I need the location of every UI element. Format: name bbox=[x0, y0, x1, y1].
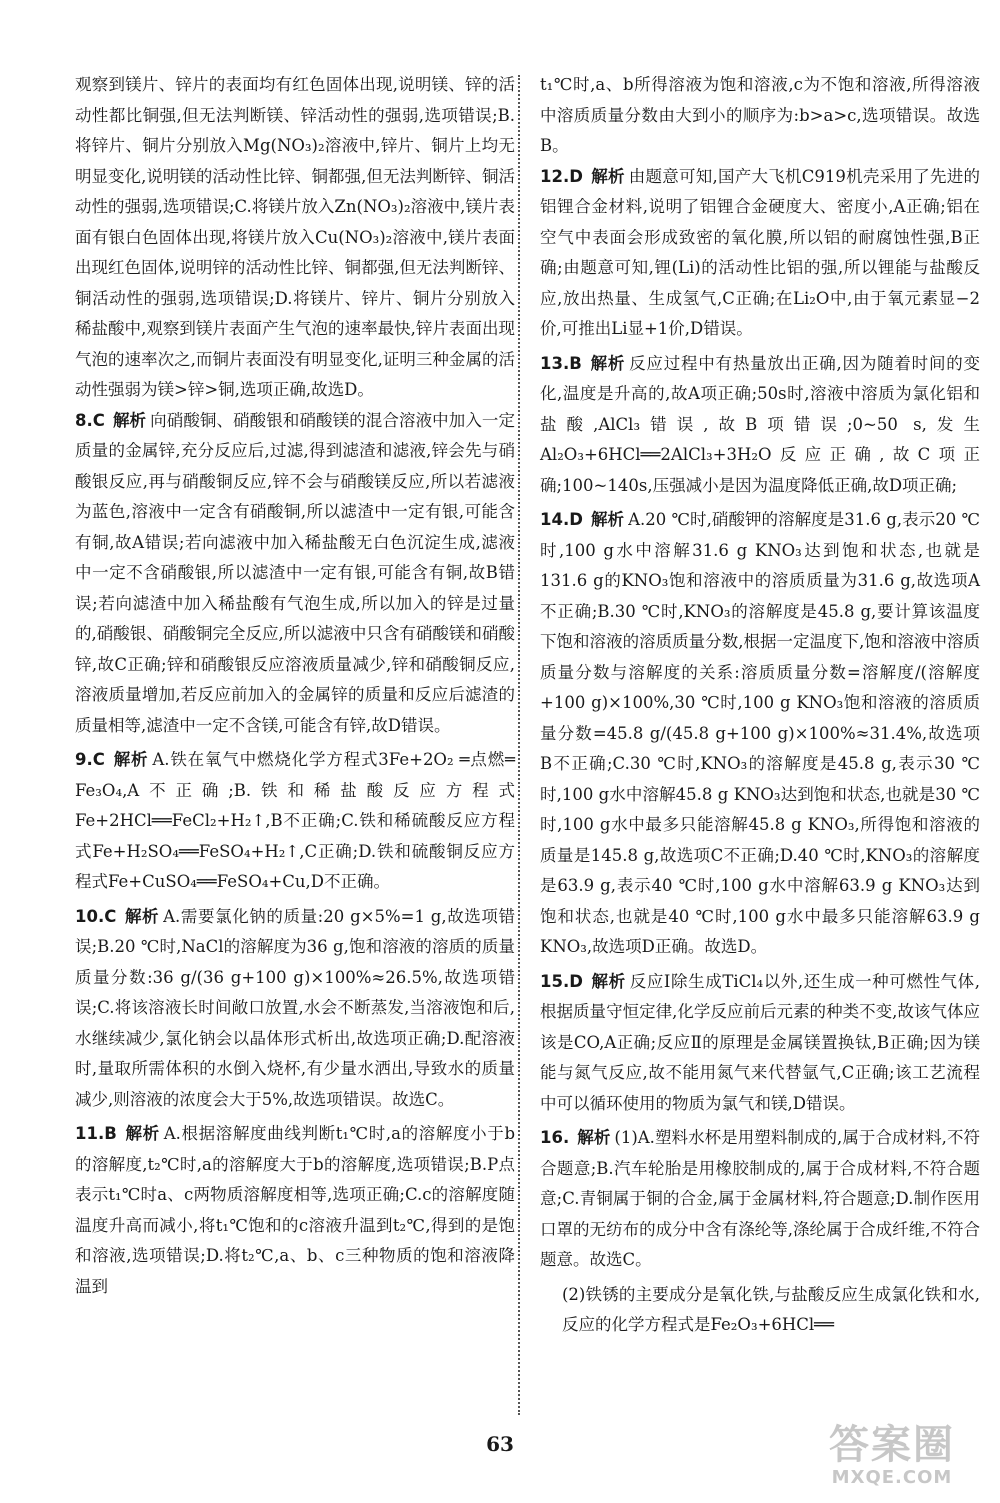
answer-item-13 bbox=[540, 349, 980, 502]
answer-item-9 bbox=[75, 745, 515, 898]
answer-choice: D bbox=[569, 166, 583, 186]
question-number: 15. bbox=[540, 971, 570, 991]
question-number: 11. bbox=[75, 1124, 105, 1143]
answer-item-15 bbox=[540, 967, 980, 1120]
watermark-logo bbox=[812, 1423, 972, 1493]
continued-explanation: t₁℃时,a、b所得溶液为饱和溶液,c为不饱和溶液,所得溶液中溶质质量分数由大到小的顺序为:b>a>c,选项错误。故选B。 bbox=[540, 75, 980, 155]
analysis-label: 解析 bbox=[577, 1128, 611, 1147]
analysis-label: 解析 bbox=[112, 410, 147, 430]
answer-item-14 bbox=[540, 505, 980, 963]
answer-choice: D bbox=[569, 971, 583, 991]
column-divider bbox=[518, 75, 520, 1415]
analysis-text: 向硝酸铜、硝酸银和硝酸镁的混合溶液中加入一定质量的金属锌,充分反应后,过滤,得到滤渣和滤液,锌会先与硝酸银反应,再与硝酸铜反应,锌不会与硝酸镁反应,所以若滤液为蓝色,溶液中一定含有硝酸铜,所以滤渣中一定有银,可能含有铜,故A错误;若向滤液中加入稀盐酸无白色沉淀生成,滤液中一定不含硝酸银,所以滤渣中一定有银,可能含有铜,故B错误;若向滤渣中加入稀盐酸有气泡生成,所以加入的锌是过量的,硝酸银、硝酸铜完全反应,所以滤液中只含有硝酸镁和硝酸锌,故C正确;锌和硝酸银反应溶液质量减少,锌和硝酸铜反应,溶液质量增加,若反应前加入的金属锌的质量和反应后滤渣的质量相等,滤渣中一定不含镁,可能含有锌,故D错误。 bbox=[75, 410, 516, 735]
question-number: 8. bbox=[75, 410, 93, 430]
analysis-label: 解析 bbox=[124, 1124, 160, 1143]
answer-choice: B bbox=[104, 1124, 117, 1143]
question-number: 9. bbox=[75, 750, 93, 769]
analysis-label: 解析 bbox=[112, 750, 149, 769]
left-column bbox=[75, 70, 515, 1306]
analysis-text: 反应Ⅰ除生成TiCl₄以外,还生成一种可燃性气体,根据质量守恒定律,化学反应前后元素的种类不变,故该气体应该是CO,A正确;反应Ⅱ的原理是金属镁置换钛,B正确;因为镁能与氮气反应,故不能用氮气来代替氩气,C正确;该工艺流程中可以循环使用的物质为氯气和镁,D错误。 bbox=[540, 971, 980, 1113]
analysis-label: 解析 bbox=[590, 510, 625, 529]
analysis-label: 解析 bbox=[589, 353, 626, 373]
analysis-text: 由题意可知,国产大飞机C919机壳采用了先进的铝锂合金材料,说明了铝锂合金硬度大、密度小,A正确;铝在空气中表面会形成致密的氧化膜,所以铝的耐腐蚀性强,B正确;由题意可知,锂(Li)的活动性比铝的强,所以锂能与盐酸反应,放出热量、生成氢气,C正确;在Li₂O中,由于氧元素显−2价,可推出Li显+1价,D错误。 bbox=[540, 166, 980, 338]
analysis-text: A.根据溶解度曲线判断t₁℃时,a的溶解度小于b的溶解度,t₂℃时,a的溶解度大于b的溶解度,选项错误;B.P点表示t₁℃时a、c两物质溶解度相等,选项正确;C.c的溶解度随温度升高而减小,将t₁℃饱和的c溶液升温到t₂℃,得到的是饱和溶液,选项错误;D.将t₂℃,a、b、c三种物质的饱和溶液降温到 bbox=[75, 1124, 516, 1296]
answer-choice: B bbox=[569, 353, 582, 373]
answer-item-10 bbox=[75, 902, 515, 1116]
continued-part-2: (2)铁锈的主要成分是氧化铁,与盐酸反应生成氯化铁和水,反应的化学方程式是Fe₂O₃+6HCl══ bbox=[562, 1284, 980, 1334]
question-number: 13. bbox=[540, 353, 570, 373]
analysis-label: 解析 bbox=[590, 971, 626, 991]
answer-choice: D bbox=[569, 510, 583, 529]
question-number: 12. bbox=[540, 166, 570, 186]
answer-item-12 bbox=[540, 162, 980, 345]
answer-choice: C bbox=[92, 750, 105, 769]
page-number: 63 bbox=[486, 1432, 514, 1456]
right-column bbox=[540, 70, 980, 1341]
watermark-title: 答案圈 bbox=[829, 1422, 955, 1468]
answer-item-11 bbox=[75, 1119, 515, 1302]
answer-choice: C bbox=[104, 906, 117, 926]
answer-item-8 bbox=[75, 406, 515, 742]
analysis-text: (1)A.塑料水杯是用塑料制成的,属于合成材料,不符合题意;B.汽车轮胎是用橡胶制成的,属于合成材料,不符合题意;C.青铜属于铜的合金,属于金属材料,符合题意;D.制作医用口罩的无纺布的成分中含有涤纶等,涤纶属于合成纤维,不符合题意。故选C。 bbox=[540, 1128, 980, 1269]
answer-item-16 bbox=[540, 1123, 980, 1276]
continued-explanation: 观察到镁片、锌片的表面均有红色固体出现,说明镁、锌的活动性都比铜强,但无法判断镁、锌活动性的强弱,选项错误;B.将锌片、铜片分别放入Mg(NO₃)₂溶液中,锌片、铜片上均无明显变化,说明镁的活动性比锌、铜都强,但无法判断锌、铜活动性的强弱,选项错误;C.将镁片放入Zn(NO₃)₂溶液中,镁片表面有银白色固体出现,将镁片放入Cu(NO₃)₂溶液中,镁片表面出现红色固体,说明锌的活动性比锌、铜都强,但无法判断锌、铜活动性的强弱,选项错误;D.将镁片、锌片、铜片分别放入稀盐酸中,观察到镁片表面产生气泡的速率最快,锌片表面出现气泡的速率次之,而铜片表面没有明显变化,证明三种金属的活动性强弱为镁>锌>铜,选项正确,故选D。 bbox=[75, 75, 515, 399]
question-number: 16. bbox=[540, 1128, 570, 1147]
analysis-text: 反应过程中有热量放出正确,因为随着时间的变化,温度是升高的,故A项正确;50s时,溶液中溶质为氯化铝和盐酸,AlCl₃错误,故B项错误;0~50 s,发生Al₂O₃+6HCl══2AlCl₃+3H₂O反应正确,故C项正确;100~140s,压强减小是因为温度降低正确,故D项正确; bbox=[540, 353, 980, 495]
watermark-url: MXQE.COM bbox=[831, 1467, 953, 1488]
analysis-text: A.铁在氧气中燃烧化学方程式3Fe+2O₂ ═点燃═ Fe₃O₄,A不正确;B.铁和稀盐酸反应方程式Fe+2HCl══FeCl₂+H₂↑,B不正确;C.铁和稀硫酸反应方程式Fe+H₂SO₄══FeSO₄+H₂↑,C正确;D.铁和硫酸铜反应方程式Fe+CuSO₄══FeSO₄+Cu,D不正确。 bbox=[75, 750, 516, 891]
analysis-label: 解析 bbox=[590, 166, 625, 186]
answer-choice: C bbox=[92, 410, 105, 430]
question-number: 14. bbox=[540, 510, 570, 529]
analysis-text: A.20 ℃时,硝酸钾的溶解度是31.6 g,表示20 ℃时,100 g水中溶解31.6 g KNO₃达到饱和状态,也就是131.6 g的KNO₃饱和溶液中的溶质质量为31.6 g,故选项A不正确;B.30 ℃时,KNO₃的溶解度是45.8 g,要计算该温度下饱和溶液的溶质质量分数,根据一定温度下,饱和溶液中溶质质量分数与溶解度的关系:溶质质量分数=溶解度/(溶解度+100 g)×100%,30 ℃时,100 g KNO₃饱和溶液的溶质质量分数=45.8 g/(45.8 g+100 g)×100%≈31.4%,故选项B不正确;C.30 ℃时,KNO₃的溶解度是45.8 g,表示30 ℃时,100 g水中溶解45.8 g KNO₃达到饱和状态,也就是30 ℃时,100 g水中最多只能溶解45.8 g KNO₃,所得饱和溶液的质量是145.8 g,故选项C不正确;D.40 ℃时,KNO₃的溶解度是63.9 g,表示40 ℃时,100 g水中溶解63.9 g KNO₃达到饱和状态,也就是40 ℃时,100 g水中最多只能溶解63.9 g KNO₃,故选项D正确。故选D。 bbox=[540, 510, 981, 956]
question-number: 10. bbox=[75, 906, 105, 926]
analysis-text: A.需要氯化钠的质量:20 g×5%=1 g,故选项错误;B.20 ℃时,NaCl的溶解度为36 g,饱和溶液的溶质的质量质量分数:36 g/(36 g+100 g)×100%≈26.5%,故选项错误;C.将该溶液长时间敞口放置,水会不断蒸发,当溶液饱和后,水继续减少,氯化钠会以晶体形式析出,故选项正确;D.配溶液时,量取所需体积的水倒入烧杯,有少量水洒出,导致水的质量减少,则溶液的浓度会大于5%,故选项错误。故选C。 bbox=[75, 906, 515, 1109]
analysis-label: 解析 bbox=[124, 906, 160, 926]
